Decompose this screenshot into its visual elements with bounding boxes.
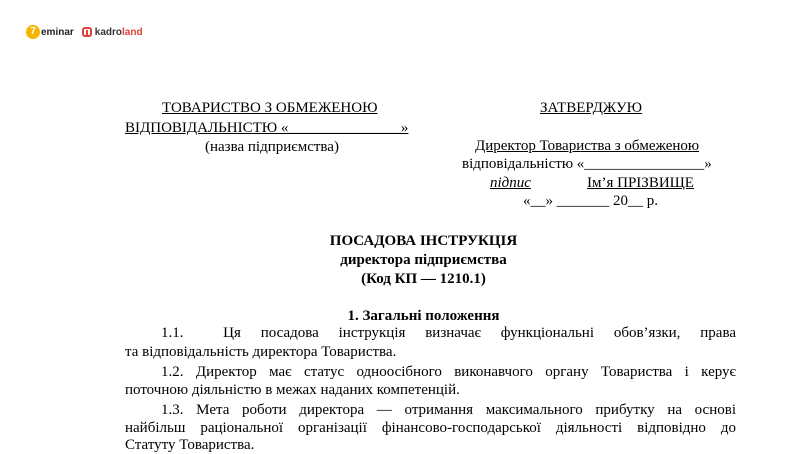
kadroland-logo-text: kadroland: [94, 26, 143, 38]
company-name-line2: ВІДПОВІДАЛЬНІСТЮ «_______________»: [125, 120, 409, 136]
document-code: (Код КП — 1210.1): [361, 271, 486, 287]
company-name-line1: ТОВАРИСТВО З ОБМЕЖЕНОЮ: [162, 100, 378, 116]
approver-line2: відповідальністю «________________»: [462, 156, 712, 172]
document-subtitle: директора підприємства: [340, 252, 507, 268]
section-heading: 1. Загальні положення: [347, 308, 500, 324]
approver-line1: Директор Товариства з обмеженою: [475, 138, 700, 154]
approval-title: ЗАТВЕРДЖУЮ: [540, 100, 643, 116]
paragraph-1-2: 1.2. Директор має статус одноосібного виконавчого органу Товариства і керує: [161, 364, 736, 380]
logo-bar: [26, 20, 143, 44]
paragraph-1-2-cont: поточною діяльністю в межах наданих компетенцій.: [125, 382, 460, 398]
paragraph-1-3-cont: найбільш раціональної організації фінансово-господарської діяльності відповідно до: [125, 420, 736, 436]
company-name-caption: (назва підприємства): [205, 139, 339, 155]
paragraph-1-1: 1.1. Ця посадова інструкція визначає функціональні обов’язки, права: [161, 325, 736, 341]
document-title: ПОСАДОВА ІНСТРУКЦІЯ: [329, 233, 518, 249]
paragraph-1-1-cont: та відповідальність директора Товариства.: [125, 344, 397, 360]
kadroland-logo-icon: [82, 27, 92, 37]
seminar-logo-icon: 7: [26, 25, 40, 39]
signature-label: підпис: [490, 175, 531, 191]
approver-name: Ім’я ПРІЗВИЩЕ: [587, 175, 694, 191]
paragraph-1-3: 1.3. Мета роботи директора — отримання максимального прибутку на основі: [161, 402, 736, 418]
seminar-logo-text: eminar: [41, 26, 74, 38]
paragraph-1-3-end: Статуту Товариства.: [125, 437, 255, 453]
approval-date: «__» _______ 20__ р.: [523, 193, 658, 209]
